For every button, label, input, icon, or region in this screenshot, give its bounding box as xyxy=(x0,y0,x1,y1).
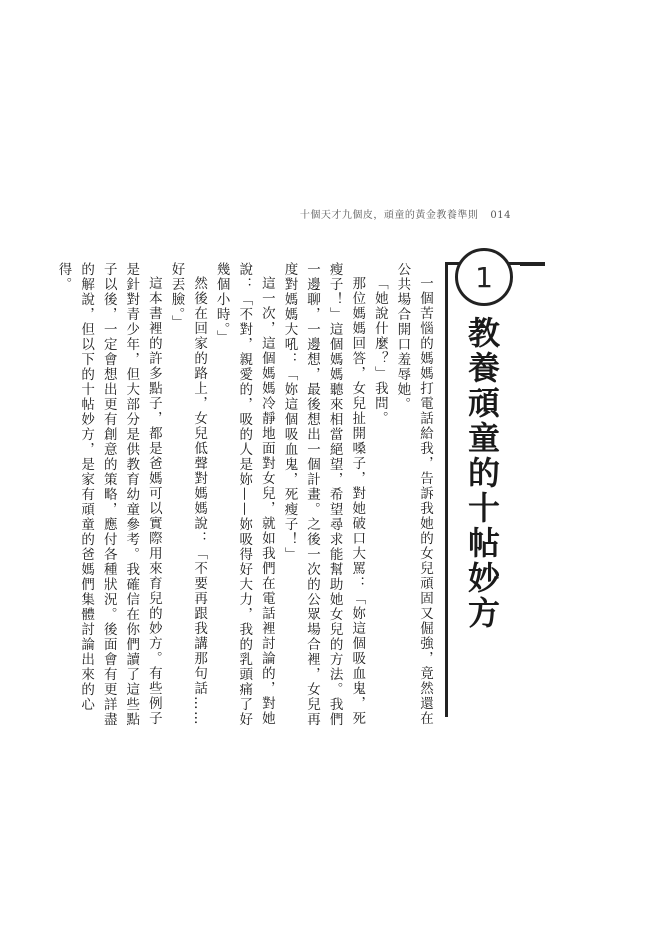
chapter-title: 教養頑童的十帖妙方 xyxy=(463,316,501,631)
paragraph: 一個苦惱的媽媽打電話給我，告訴我她的女兒頑固又倔強，竟然還在公共場合開口羞辱她。 xyxy=(394,262,433,726)
paragraph: 然後在回家的路上，女兒低聲對媽媽說：「不要再跟我講那句話……好丟臉。」 xyxy=(168,262,208,726)
chapter-number: 1 xyxy=(475,260,493,294)
page-number: 014 xyxy=(490,210,511,221)
paragraph: 這本書裡的許多點子，都是爸媽可以實際用來育兒的妙方。有些例子是針對青少年，但大部分是供教育幼童參考。我確信在你們讀了這些點子以後，一定會想出更有創意的策略，應付各種狀況。後面會有更詳盡的解說，但以下的十帖妙方，是家有頑童的爸媽們集體討論出來的心得。 xyxy=(55,262,162,727)
chapter-number-badge xyxy=(455,248,513,306)
chapter-divider-line xyxy=(445,262,448,717)
paragraph: 這一次，這個媽媽冷靜地面對女兒，就如我們在電話裡討論的，對她說：「不對，親愛的，吸的人是妳——妳吸得好大力，我的乳頭痛了好幾個小時。」 xyxy=(213,262,275,727)
body-text xyxy=(52,262,436,732)
header-title: 十個天才九個皮，頑童的黃金教養準則 xyxy=(299,210,479,221)
chapter-top-rule-thin xyxy=(520,265,545,266)
paragraph: 「她說什麼？」我問。 xyxy=(371,275,388,426)
running-header xyxy=(300,206,511,221)
paragraph: 那位媽媽回答，女兒扯開嗓子，對她破口大罵：「妳這個吸血鬼，死瘦子！」這個媽媽聽來相當絕望，希望尋求能幫助她女兒的方法。我們一邊聊，一邊想，最後想出一個計畫。之後一次的公眾場合裡，女兒再度對媽媽大吼：「妳這個吸血鬼，死瘦子！」 xyxy=(281,262,366,727)
